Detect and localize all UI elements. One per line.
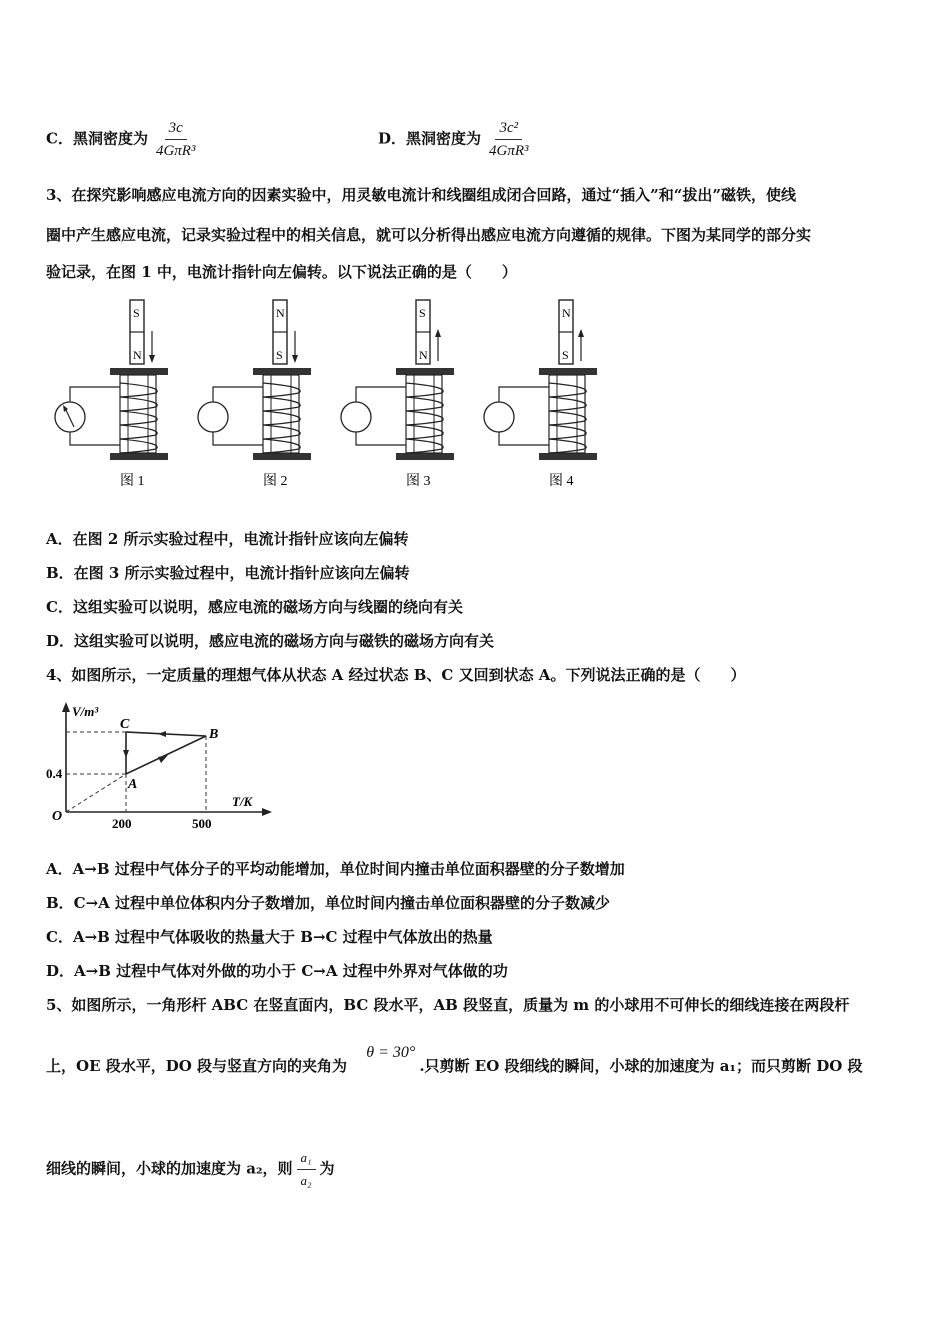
- fraction-numerator: 3c: [165, 118, 187, 140]
- q2-option-c: [46, 118, 203, 161]
- q5-line3-part2: 为: [319, 1159, 335, 1178]
- q3-option-c: C．这组实验可以说明，感应电流的磁场方向与线圈的绕向有关: [46, 598, 463, 616]
- magnet-top-pole: S: [133, 306, 140, 320]
- graph-point-b: B: [209, 727, 219, 742]
- coil-figure-3: [341, 300, 454, 489]
- q4-option-a: A．A→B 过程中气体分子的平均动能增加，单位时间内撞击单位面积器壁的分子数增加: [46, 860, 625, 878]
- q4-option-b: B．C→A 过程中单位体积内分子数增加，单位时间内撞击单位面积器壁的分子数减少: [46, 894, 611, 912]
- graph-point-a: A: [128, 777, 138, 792]
- q2-option-c-fraction: [152, 118, 200, 161]
- coil-winding: [406, 397, 443, 411]
- coil-winding: [263, 439, 300, 453]
- galvanometer-icon: [484, 402, 514, 432]
- coil-bottom-plate: [253, 453, 311, 460]
- coil-winding: [263, 411, 300, 425]
- coil-top-plate: [253, 368, 311, 375]
- q2-option-d-label: D．黑洞密度为: [378, 129, 482, 148]
- coil-bottom-plate: [110, 453, 168, 460]
- coil-winding: [120, 397, 157, 411]
- magnet-top-pole: N: [276, 306, 285, 320]
- graph-x-tick-500: 500: [192, 816, 212, 831]
- coil-bottom-plate: [539, 453, 597, 460]
- magnet-top-pole: S: [419, 306, 426, 320]
- q3-stem-line3: 验记录，在图 1 中，电流计指针向左偏转。以下说法正确的是（ ）: [46, 263, 517, 281]
- q3-option-b: B．在图 3 所示实验过程中，电流计指针应该向左偏转: [46, 564, 410, 582]
- q5-stem-line3: [46, 1148, 335, 1191]
- q5-stem-line1: 5、如图所示，一角形杆 ABC 在竖直面内，BC 段水平，AB 段竖直，质量为 m 的小球用不可伸长的细线连接在两段杆: [46, 996, 850, 1014]
- q2-option-d-fraction: [485, 118, 533, 161]
- coil-winding: [549, 439, 586, 453]
- magnet-bottom-pole: S: [276, 348, 283, 362]
- coil-winding: [120, 411, 157, 425]
- fraction-numerator: 3c²: [495, 118, 522, 140]
- coil-winding: [549, 411, 586, 425]
- graph-y-tick-label: 0.4: [46, 766, 63, 781]
- figure-caption: 图 4: [549, 474, 574, 489]
- figure-caption: 图 2: [263, 474, 288, 489]
- coil-winding: [120, 383, 157, 397]
- coil-winding: [263, 397, 300, 411]
- coil-bottom-plate: [396, 453, 454, 460]
- magnet-bottom-pole: N: [133, 348, 142, 362]
- graph-x-tick-200: 200: [112, 816, 132, 831]
- q3-option-d: D．这组实验可以说明，感应电流的磁场方向与磁铁的磁场方向有关: [46, 632, 495, 650]
- q5-ratio-fraction: [297, 1148, 316, 1191]
- q5-line3-part1: 细线的瞬间，小球的加速度为 a₂，则: [46, 1159, 293, 1178]
- q4-stem: 4、如图所示，一定质量的理想气体从状态 A 经过状态 B、C 又回到状态 A。下列说法正确的是（ ）: [46, 666, 746, 684]
- q4-option-d: D．A→B 过程中气体对外做的功小于 C→A 过程中外界对气体做的功: [46, 962, 508, 980]
- q3-stem-line2: 圈中产生感应电流，记录实验过程中的相关信息，就可以分析得出感应电流方向遵循的规律。下图为某同学的部分实: [46, 226, 812, 244]
- q5-stem-line2: [46, 1044, 863, 1077]
- q4-vt-graph: [40, 700, 280, 835]
- figure-caption: 图 1: [120, 474, 145, 489]
- graph-y-axis-label: V/m³: [72, 704, 99, 719]
- coil-winding: [549, 397, 586, 411]
- coil-figure-4: [484, 300, 597, 489]
- coil-figure-2: [198, 300, 311, 489]
- q3-stem-line1: 3、在探究影响感应电流方向的因素实验中，用灵敏电流计和线圈组成闭合回路，通过“插入”和“拔出”磁铁，使线: [46, 186, 796, 204]
- coil-winding: [120, 425, 157, 439]
- figure-caption: 图 3: [406, 474, 431, 489]
- coil-winding: [549, 383, 586, 397]
- fraction-denominator: 4GπR³: [155, 143, 196, 159]
- coil-winding: [406, 411, 443, 425]
- coil-top-plate: [110, 368, 168, 375]
- q5-theta: θ = 30°: [366, 1044, 416, 1061]
- coil-figure-1: [55, 300, 168, 489]
- galvanometer-icon: [55, 402, 85, 432]
- coil-winding: [406, 425, 443, 439]
- coil-winding: [406, 439, 443, 453]
- coil-winding: [263, 425, 300, 439]
- q3-coil-figures: [40, 295, 620, 495]
- magnet-bottom-pole: S: [562, 348, 569, 362]
- coil-winding: [120, 439, 157, 453]
- q2-option-d: [378, 118, 537, 161]
- graph-point-c: C: [120, 717, 130, 732]
- magnet-top-pole: N: [562, 306, 571, 320]
- fraction-denominator: 4GπR³: [489, 143, 529, 159]
- coil-winding: [549, 425, 586, 439]
- fraction-denominator: a₂: [300, 1173, 312, 1188]
- q4-option-c: C．A→B 过程中气体吸收的热量大于 B→C 过程中气体放出的热量: [46, 928, 493, 946]
- graph-origin-label: O: [52, 809, 63, 824]
- magnet-bottom-pole: N: [419, 348, 428, 362]
- fraction-numerator: a₁: [297, 1148, 316, 1170]
- q5-line2-part1: 上，OE 段水平，DO 段与竖直方向的夹角为: [46, 1057, 348, 1075]
- coil-top-plate: [396, 368, 454, 375]
- coil-winding: [406, 383, 443, 397]
- coil-winding: [263, 383, 300, 397]
- graph-x-axis-label: T/K: [232, 794, 253, 809]
- q2-option-c-label: C．黑洞密度为: [46, 129, 148, 148]
- coil-top-plate: [539, 368, 597, 375]
- galvanometer-icon: [198, 402, 228, 432]
- q3-option-a: A．在图 2 所示实验过程中，电流计指针应该向左偏转: [46, 530, 409, 548]
- galvanometer-icon: [341, 402, 371, 432]
- q5-line2-part2: .只剪断 EO 段细线的瞬间，小球的加速度为 a₁；而只剪断 DO 段: [419, 1057, 863, 1075]
